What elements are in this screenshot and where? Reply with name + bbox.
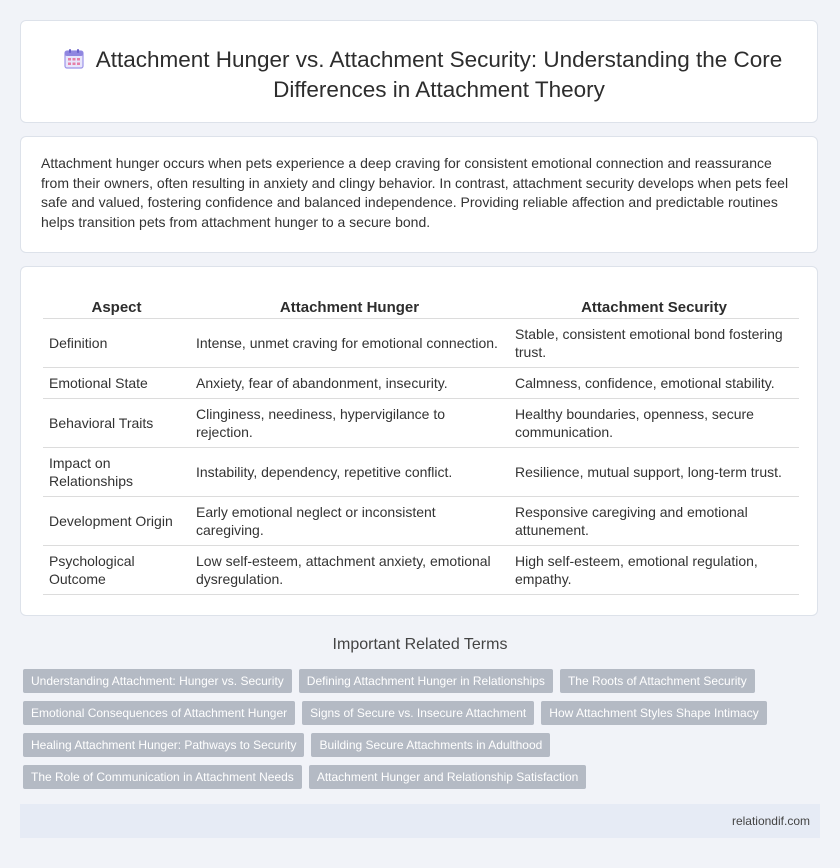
security-cell: Responsive caregiving and emotional attunement. xyxy=(509,497,799,546)
security-cell: Stable, consistent emotional bond fostering trust. xyxy=(509,319,799,368)
hunger-cell: Anxiety, fear of abandonment, insecurity. xyxy=(190,368,509,399)
table-row xyxy=(43,448,799,497)
related-term-tag[interactable]: Understanding Attachment: Hunger vs. Security xyxy=(23,669,292,693)
comparison-table xyxy=(43,296,799,595)
hunger-cell: Low self-esteem, attachment anxiety, emotional dysregulation. xyxy=(190,546,509,595)
column-header-hunger: Attachment Hunger xyxy=(190,296,509,319)
table-row xyxy=(43,319,799,368)
related-term-tag[interactable]: The Role of Communication in Attachment Needs xyxy=(23,765,302,789)
hunger-cell: Clinginess, neediness, hypervigilance to rejection. xyxy=(190,399,509,448)
security-cell: Calmness, confidence, emotional stability. xyxy=(509,368,799,399)
site-name[interactable]: relationdif.com xyxy=(731,814,810,828)
aspect-cell: Impact on Relationships xyxy=(43,448,190,497)
column-header-security: Attachment Security xyxy=(509,296,799,319)
security-cell: Healthy boundaries, openness, secure communication. xyxy=(509,399,799,448)
hunger-cell: Intense, unmet craving for emotional connection. xyxy=(190,319,509,368)
intro-card xyxy=(20,136,818,253)
related-terms-list xyxy=(23,669,803,797)
aspect-cell: Emotional State xyxy=(43,368,190,399)
aspect-cell: Development Origin xyxy=(43,497,190,546)
related-term-tag[interactable]: The Roots of Attachment Security xyxy=(560,669,755,693)
footer xyxy=(20,804,820,838)
related-term-tag[interactable]: Healing Attachment Hunger: Pathways to Security xyxy=(23,733,304,757)
table-row xyxy=(43,399,799,448)
page-title: Attachment Hunger vs. Attachment Security: Understanding the Core Differences in Attachment Theory xyxy=(95,47,783,102)
aspect-cell: Behavioral Traits xyxy=(43,399,190,448)
related-terms-heading: Important Related Terms xyxy=(332,636,508,653)
related-term-tag[interactable]: Defining Attachment Hunger in Relationships xyxy=(299,669,553,693)
related-term-tag[interactable]: Building Secure Attachments in Adulthood xyxy=(311,733,550,757)
table-row xyxy=(43,497,799,546)
table-row xyxy=(43,368,799,399)
comparison-card xyxy=(20,266,818,616)
related-term-tag[interactable]: Signs of Secure vs. Insecure Attachment xyxy=(302,701,534,725)
hunger-cell: Instability, dependency, repetitive conflict. xyxy=(190,448,509,497)
aspect-cell: Definition xyxy=(43,319,190,368)
aspect-cell: Psychological Outcome xyxy=(43,546,190,595)
table-row xyxy=(43,546,799,595)
title-card xyxy=(20,20,818,123)
intro-paragraph: Attachment hunger occurs when pets experience a deep craving for consistent emotional connection and reassurance from their owners, often resulting in anxiety and clingy behavior. In contrast, attachment security develops when pets feel safe and valued, fostering confidence and balanced independence. Providing reliable affection and predictable routines helps transition pets from attachment hunger to a secure bond. xyxy=(41,155,789,230)
table-header-row xyxy=(43,296,799,319)
security-cell: High self-esteem, emotional regulation, empathy. xyxy=(509,546,799,595)
related-term-tag[interactable]: Attachment Hunger and Relationship Satisfaction xyxy=(309,765,587,789)
related-term-tag[interactable]: Emotional Consequences of Attachment Hunger xyxy=(23,701,295,725)
column-header-aspect: Aspect xyxy=(43,296,190,319)
related-term-tag[interactable]: How Attachment Styles Shape Intimacy xyxy=(541,701,766,725)
security-cell: Resilience, mutual support, long-term trust. xyxy=(509,448,799,497)
hunger-cell: Early emotional neglect or inconsistent caregiving. xyxy=(190,497,509,546)
